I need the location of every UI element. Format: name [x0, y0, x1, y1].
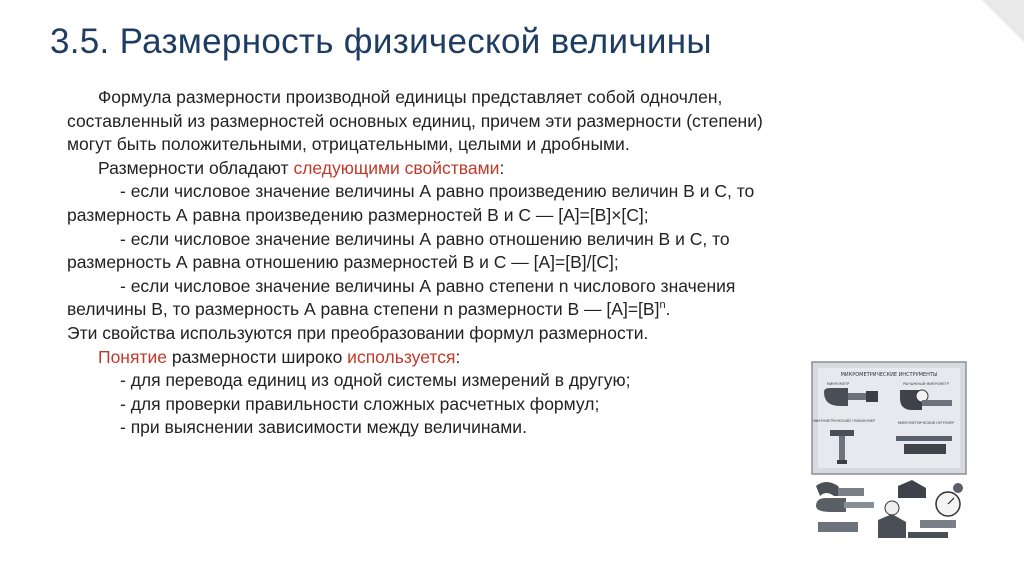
micrometer-instruments-picture — [808, 360, 970, 550]
usage-note: Эти свойства используются при преобразовании формул размерности. — [67, 322, 649, 343]
rule-product: - если числовое значение величины А равно произведению величин В и С, то размерность А равна произведению размерностей В и С — [A]=[B]×[C]; — [67, 181, 755, 225]
base-tool — [908, 532, 948, 538]
rule-power-exponent: n — [659, 299, 666, 312]
concept-end: : — [455, 346, 461, 367]
small-gauge-icon — [953, 483, 963, 493]
depth-gauge-thimble — [837, 460, 847, 464]
poster-label-mid-right: МИКРОМЕТРИЧЕСКИЙ НУТРОМЕР — [897, 421, 955, 425]
concept-mid: размерности широко — [166, 346, 348, 367]
properties-heading — [67, 157, 807, 181]
bar-tool — [920, 520, 956, 528]
rule-quotient: - если числовое значение величины А равно отношению величин В и С, то размерность А равна отношению размерностей В и С — [A]=[B]/[C]; — [67, 228, 730, 273]
use-item: - для перевода единиц из одной системы измерений в другую; — [120, 370, 631, 391]
intro-paragraph: Формула размерности производной единицы представляет собой одночлен, составленный из размерностей основных единиц, причем эти размерности (степени) могут быть положительными, отрицательными, целыми и дробными. — [67, 87, 763, 155]
rule-power — [67, 275, 807, 322]
concept-word-concept: Понятие — [98, 346, 167, 367]
micrometer-thimble-left — [866, 391, 878, 402]
rule-power-text: - если числовое значение величины А равно степени n числового значения величины В, то размерность А равна степени n размерности В — [A]=[B] — [67, 275, 736, 320]
inside-micrometer-body — [904, 444, 946, 454]
rule-power-end: . — [665, 299, 671, 320]
slide-body — [67, 86, 807, 440]
concept-word-used: используется — [347, 346, 456, 367]
depth-gauge-base — [830, 430, 854, 436]
micrometer-tool-1 — [838, 488, 864, 496]
properties-lead: Размерности обладают — [98, 157, 294, 178]
poster-label-left: МИКРОМЕТР — [826, 382, 850, 386]
micrometer-poster-illustration — [808, 360, 970, 550]
poster-label-mid-left: МИКРОМЕТРИЧЕСКИЙ ГЛУБИНОМЕР — [813, 419, 875, 423]
micrometer-spindle-tool — [844, 502, 874, 508]
dial-indicator-icon — [885, 501, 899, 515]
poster-label-right: РЫЧАЖНЫЙ МИКРОМЕТР — [903, 382, 949, 386]
holder-tool — [898, 480, 926, 498]
slide-title: 3.5. Размерность физической величины — [50, 22, 712, 61]
depth-gauge-rod — [839, 436, 845, 460]
properties-tail: : — [499, 157, 505, 178]
micrometer-tool-2 — [816, 498, 846, 512]
micrometer-spindle-right — [922, 400, 952, 406]
properties-highlight: следующими свойствами — [293, 157, 500, 178]
inside-micrometer-rod — [896, 436, 952, 441]
concept-heading — [67, 346, 807, 370]
page-corner-decoration — [982, 0, 1024, 42]
use-item: - при выяснении зависимости между величинами. — [120, 417, 527, 438]
block-tool — [818, 522, 858, 532]
use-item: - для проверки правильности сложных расчетных формул; — [120, 393, 600, 414]
stand-tool — [878, 514, 906, 538]
poster-title: МИКРОМЕТРИЧЕСКИЕ ИНСТРУМЕНТЫ — [840, 372, 938, 378]
